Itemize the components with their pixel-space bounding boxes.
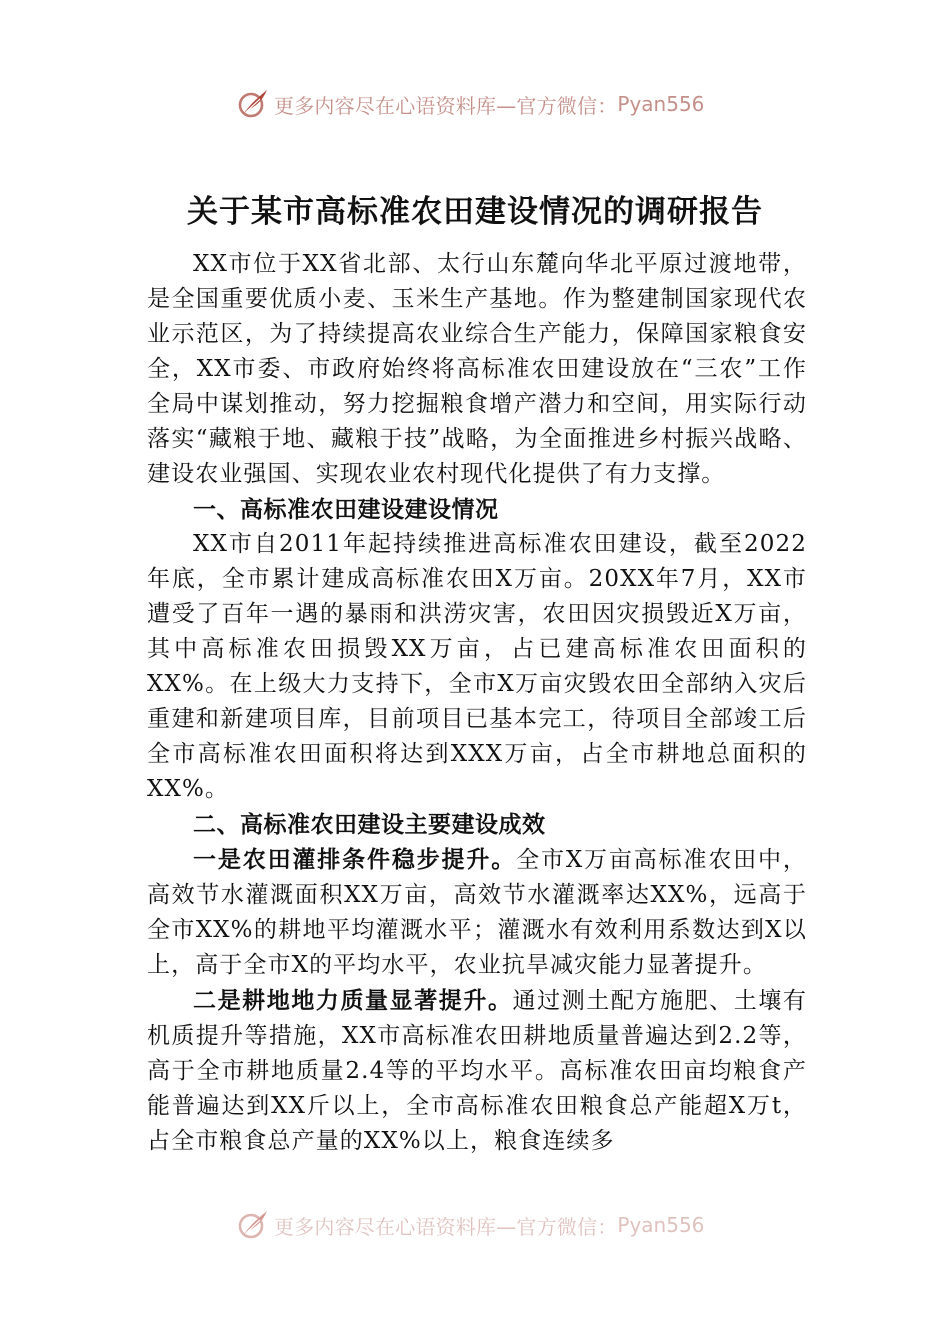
- item-1-text: 全市X万亩高标准农田中，高效节水灌溉面积XX万亩，高效节水灌溉率达XX%，远高于全市XX%的耕地平均灌溉水平；灌溉水有效利用系数达到X以上，高于全市X的平均水平，农业抗旱减灾能力显著提升。: [147, 847, 807, 978]
- watermark-text: 更多内容尽在心语资料库—官方微信：: [274, 1214, 618, 1239]
- intro-paragraph: XX市位于XX省北部、太行山东麓向华北平原过渡地带，是全国重要优质小麦、玉米生产基地。作为整建制国家现代农业示范区，为了持续提高农业综合生产能力，保障国家粮食安全，XX市委、市政府始终将高标准农田建设放在“三农”工作全局中谋划推动，努力挖掘粮食增产潜力和空间，用实际行动落实“藏粮于地、藏粮于技”战略，为全面推进乡村振兴战略、建设农业强国、实现农业农村现代化提供了有力支撑。: [147, 251, 807, 487]
- feather-seal-icon: [236, 1208, 270, 1242]
- feather-seal-icon: [236, 87, 270, 121]
- item-2-text: 通过测土配方施肥、土壤有机质提升等措施，XX市高标准农田耕地质量普遍达到2.2等，高于全市耕地质量2.4等的平均水平。高标准农田亩均粮食产能普遍达到XX斤以上，全市高标准农田粮食总产能超X万t，占全市粮食总产量的XX%以上，粮食连续多: [147, 988, 807, 1154]
- watermark-banner-bottom: [236, 1207, 704, 1243]
- section-2-item-2: [147, 983, 807, 1159]
- watermark-text: 更多内容尽在心语资料库—官方微信：: [274, 93, 618, 118]
- watermark-wechat-id: Pyan556: [617, 1213, 705, 1237]
- watermark-wechat-id: Pyan556: [617, 92, 705, 116]
- section-2-item-1: [147, 842, 807, 983]
- document-title: 关于某市高标准农田建设情况的调研报告: [187, 194, 763, 230]
- section-heading-2: 二、高标准农田建设主要建设成效: [193, 811, 546, 838]
- section-1-paragraph: XX市自2011年起持续推进高标准农田建设，截至2022年底，全市累计建成高标准农田X万亩。20XX年7月，XX市遭受了百年一遇的暴雨和洪涝灾害，农田因灾损毁近X万亩，其中高标准农田损毁XX万亩，占已建高标准农田面积的XX%。在上级大力支持下，全市X万亩灾毁农田全部纳入灾后重建和新建项目库，目前项目已基本完工，待项目全部竣工后全市高标准农田面积将达到XXX万亩，占全市耕地总面积的XX%。: [147, 531, 807, 802]
- section-heading-1: 一、高标准农田建设建设情况: [193, 496, 499, 523]
- watermark-banner-top: [236, 86, 704, 122]
- document-body: [147, 247, 807, 1159]
- item-1-lead: 一是农田灌排条件稳步提升。: [193, 846, 517, 873]
- item-2-lead: 二是耕地地力质量显著提升。: [193, 987, 513, 1014]
